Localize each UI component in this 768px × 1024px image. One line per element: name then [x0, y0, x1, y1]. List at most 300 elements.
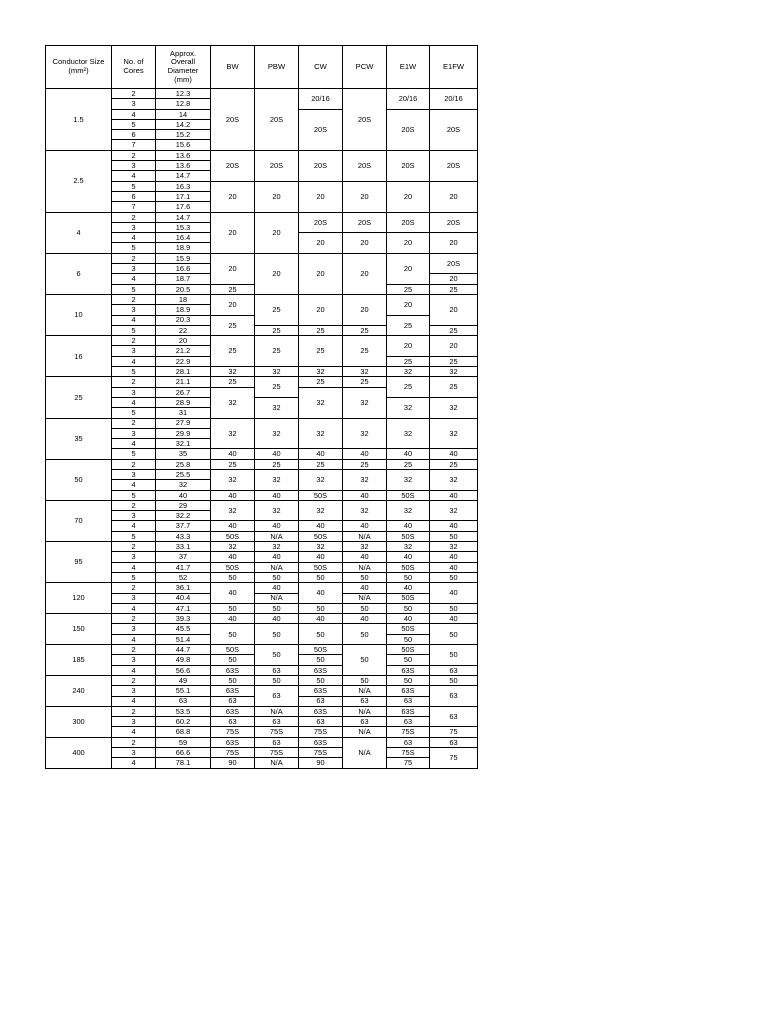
cores-cell: 2 [112, 542, 156, 552]
cores-cell: 3 [112, 593, 156, 603]
diameter-cell: 26.7 [156, 387, 211, 397]
pbw-gland-cell: N/A [255, 562, 299, 572]
cw-gland-cell: 50 [299, 675, 343, 685]
cw-gland-cell: 40 [299, 583, 343, 604]
e1w-gland-cell: 32 [387, 542, 430, 552]
e1w-gland-cell: 32 [387, 397, 430, 418]
bw-gland-cell: 40 [211, 614, 255, 624]
e1w-gland-cell: 50 [387, 655, 430, 665]
diameter-cell: 14 [156, 109, 211, 119]
e1w-gland-cell: 75 [387, 758, 430, 768]
cw-gland-cell: 63S [299, 737, 343, 747]
bw-gland-cell: 20 [211, 294, 255, 315]
diameter-cell: 16.4 [156, 233, 211, 243]
cores-cell: 3 [112, 511, 156, 521]
pcw-gland-cell: 40 [343, 552, 387, 562]
e1fw-gland-cell: 75 [430, 748, 478, 769]
e1fw-gland-cell: 63 [430, 706, 478, 727]
pbw-gland-cell: 75S [255, 727, 299, 737]
e1w-gland-cell: 50S [387, 624, 430, 634]
pcw-gland-cell: 40 [343, 583, 387, 593]
diameter-cell: 49.8 [156, 655, 211, 665]
diameter-cell: 78.1 [156, 758, 211, 768]
header-overall-diameter: Approx. Overall Diameter (mm) [156, 46, 211, 89]
e1w-gland-cell: 50S [387, 645, 430, 655]
e1w-gland-cell: 63S [387, 665, 430, 675]
table-row [46, 212, 478, 222]
bw-gland-cell: 25 [211, 284, 255, 294]
pbw-gland-cell: 50 [255, 572, 299, 582]
diameter-cell: 14.7 [156, 212, 211, 222]
cores-cell: 5 [112, 449, 156, 459]
pcw-gland-cell: 32 [343, 418, 387, 449]
e1fw-gland-cell: 25 [430, 459, 478, 469]
cw-gland-cell: 20 [299, 233, 343, 254]
conductor-size-cell: 25 [46, 377, 112, 418]
cores-cell: 3 [112, 264, 156, 274]
cores-cell: 2 [112, 89, 156, 99]
diameter-cell: 20.5 [156, 284, 211, 294]
diameter-cell: 22.9 [156, 356, 211, 366]
e1w-gland-cell: 50 [387, 675, 430, 685]
conductor-size-cell: 70 [46, 500, 112, 541]
pcw-gland-cell: 20S [343, 212, 387, 233]
cores-cell: 4 [112, 521, 156, 531]
conductor-size-cell: 16 [46, 336, 112, 377]
table-row [46, 253, 478, 263]
cores-cell: 2 [112, 737, 156, 747]
cores-cell: 3 [112, 717, 156, 727]
diameter-cell: 66.6 [156, 748, 211, 758]
e1fw-gland-cell: 25 [430, 356, 478, 366]
cores-cell: 5 [112, 325, 156, 335]
bw-gland-cell: 90 [211, 758, 255, 768]
cw-gland-cell: 32 [299, 469, 343, 490]
e1w-gland-cell: 20 [387, 233, 430, 254]
diameter-cell: 20.3 [156, 315, 211, 325]
table-row [46, 542, 478, 552]
cores-cell: 3 [112, 624, 156, 634]
pcw-gland-cell: 63 [343, 717, 387, 727]
e1w-gland-cell: 50 [387, 572, 430, 582]
cores-cell: 5 [112, 284, 156, 294]
cores-cell: 5 [112, 408, 156, 418]
bw-gland-cell: 40 [211, 521, 255, 531]
table-row [46, 89, 478, 99]
pbw-gland-cell: 20 [255, 181, 299, 212]
header-row [46, 46, 478, 89]
e1w-gland-cell: 63S [387, 706, 430, 716]
cores-cell: 2 [112, 253, 156, 263]
table-row [46, 645, 478, 655]
pbw-gland-cell: 50 [255, 675, 299, 685]
cw-gland-cell: 63 [299, 696, 343, 706]
e1fw-gland-cell: 63 [430, 665, 478, 675]
header-pcw: PCW [343, 46, 387, 89]
table-row [46, 614, 478, 624]
pcw-gland-cell: N/A [343, 531, 387, 541]
pcw-gland-cell: N/A [343, 593, 387, 603]
pcw-gland-cell: 50 [343, 572, 387, 582]
diameter-cell: 45.5 [156, 624, 211, 634]
cores-cell: 5 [112, 367, 156, 377]
diameter-cell: 51.4 [156, 634, 211, 644]
diameter-cell: 29 [156, 500, 211, 510]
conductor-size-cell: 6 [46, 253, 112, 294]
e1fw-gland-cell: 20 [430, 181, 478, 212]
bw-gland-cell: 50S [211, 531, 255, 541]
table-row [46, 377, 478, 387]
pcw-gland-cell: 40 [343, 521, 387, 531]
table-row [46, 418, 478, 428]
e1fw-gland-cell: 25 [430, 284, 478, 294]
pcw-gland-cell: 20 [343, 181, 387, 212]
diameter-cell: 12.3 [156, 89, 211, 99]
e1fw-gland-cell: 20 [430, 294, 478, 325]
pbw-gland-cell: 63 [255, 737, 299, 747]
pcw-gland-cell: 20S [343, 89, 387, 151]
diameter-cell: 22 [156, 325, 211, 335]
bw-gland-cell: 50 [211, 572, 255, 582]
cw-gland-cell: 40 [299, 552, 343, 562]
diameter-cell: 18 [156, 294, 211, 304]
e1w-gland-cell: 75S [387, 727, 430, 737]
pcw-gland-cell: 50 [343, 675, 387, 685]
pcw-gland-cell: 32 [343, 500, 387, 521]
table-row [46, 459, 478, 469]
diameter-cell: 39.3 [156, 614, 211, 624]
e1fw-gland-cell: 32 [430, 469, 478, 490]
conductor-size-cell: 185 [46, 645, 112, 676]
e1fw-gland-cell: 20S [430, 253, 478, 274]
cores-cell: 2 [112, 614, 156, 624]
cores-cell: 5 [112, 572, 156, 582]
table-row [46, 737, 478, 747]
pbw-gland-cell: 25 [255, 459, 299, 469]
pcw-gland-cell: 25 [343, 459, 387, 469]
e1w-gland-cell: 40 [387, 449, 430, 459]
diameter-cell: 44.7 [156, 645, 211, 655]
e1fw-gland-cell: 40 [430, 490, 478, 500]
diameter-cell: 32 [156, 480, 211, 490]
pcw-gland-cell: 25 [343, 377, 387, 387]
cores-cell: 3 [112, 686, 156, 696]
bw-gland-cell: 75S [211, 748, 255, 758]
diameter-cell: 18.9 [156, 243, 211, 253]
e1fw-gland-cell: 40 [430, 562, 478, 572]
cw-gland-cell: 50S [299, 490, 343, 500]
conductor-size-cell: 240 [46, 675, 112, 706]
conductor-size-cell: 1.5 [46, 89, 112, 151]
pcw-gland-cell: N/A [343, 686, 387, 696]
pbw-gland-cell: 25 [255, 336, 299, 367]
diameter-cell: 28.9 [156, 397, 211, 407]
e1w-gland-cell: 40 [387, 521, 430, 531]
diameter-cell: 13.6 [156, 150, 211, 160]
e1w-gland-cell: 50S [387, 490, 430, 500]
diameter-cell: 15.9 [156, 253, 211, 263]
e1w-gland-cell: 25 [387, 315, 430, 336]
pbw-gland-cell: 40 [255, 583, 299, 593]
pbw-gland-cell: 40 [255, 552, 299, 562]
cw-gland-cell: 20S [299, 109, 343, 150]
pcw-gland-cell: 32 [343, 387, 387, 418]
e1w-gland-cell: 32 [387, 418, 430, 449]
cores-cell: 2 [112, 500, 156, 510]
header-cw: CW [299, 46, 343, 89]
e1fw-gland-cell: 40 [430, 614, 478, 624]
header-e1fw: E1FW [430, 46, 478, 89]
bw-gland-cell: 32 [211, 542, 255, 552]
e1fw-gland-cell: 32 [430, 367, 478, 377]
cw-gland-cell: 25 [299, 377, 343, 387]
diameter-cell: 37 [156, 552, 211, 562]
bw-gland-cell: 25 [211, 336, 255, 367]
conductor-size-cell: 50 [46, 459, 112, 500]
e1fw-gland-cell: 20S [430, 212, 478, 233]
diameter-cell: 53.5 [156, 706, 211, 716]
cores-cell: 3 [112, 748, 156, 758]
bw-gland-cell: 20 [211, 253, 255, 284]
pbw-gland-cell: N/A [255, 593, 299, 603]
cores-cell: 4 [112, 233, 156, 243]
diameter-cell: 41.7 [156, 562, 211, 572]
table-row [46, 336, 478, 346]
header-no-of-cores: No. of Cores [112, 46, 156, 89]
conductor-size-cell: 2.5 [46, 150, 112, 212]
cw-gland-cell: 50S [299, 531, 343, 541]
e1w-gland-cell: 20S [387, 109, 430, 150]
pbw-gland-cell: 40 [255, 449, 299, 459]
e1fw-gland-cell: 25 [430, 377, 478, 398]
pbw-gland-cell: 63 [255, 717, 299, 727]
e1w-gland-cell: 32 [387, 367, 430, 377]
diameter-cell: 15.2 [156, 130, 211, 140]
cores-cell: 3 [112, 346, 156, 356]
cores-cell: 4 [112, 758, 156, 768]
diameter-cell: 16.3 [156, 181, 211, 191]
cw-gland-cell: 32 [299, 500, 343, 521]
bw-gland-cell: 50 [211, 655, 255, 665]
diameter-cell: 55.1 [156, 686, 211, 696]
header-conductor-size: Conductor Size (mm²) [46, 46, 112, 89]
cores-cell: 3 [112, 305, 156, 315]
e1fw-gland-cell: 32 [430, 397, 478, 418]
e1fw-gland-cell: 50 [430, 572, 478, 582]
bw-gland-cell: 32 [211, 469, 255, 490]
pcw-gland-cell: 40 [343, 614, 387, 624]
bw-gland-cell: 32 [211, 367, 255, 377]
e1w-gland-cell: 32 [387, 469, 430, 490]
pcw-gland-cell: 32 [343, 367, 387, 377]
bw-gland-cell: 25 [211, 459, 255, 469]
e1fw-gland-cell: 20 [430, 274, 478, 284]
cores-cell: 4 [112, 562, 156, 572]
diameter-cell: 27.9 [156, 418, 211, 428]
pcw-gland-cell: 63 [343, 696, 387, 706]
bw-gland-cell: 20 [211, 212, 255, 253]
diameter-cell: 25.8 [156, 459, 211, 469]
pbw-gland-cell: 20S [255, 89, 299, 151]
pbw-gland-cell: 50 [255, 645, 299, 666]
e1w-gland-cell: 20S [387, 150, 430, 181]
pbw-gland-cell: 32 [255, 418, 299, 449]
cw-gland-cell: 40 [299, 614, 343, 624]
pbw-gland-cell: 32 [255, 367, 299, 377]
diameter-cell: 20 [156, 336, 211, 346]
e1w-gland-cell: 63 [387, 717, 430, 727]
e1w-gland-cell: 25 [387, 377, 430, 398]
e1w-gland-cell: 50S [387, 562, 430, 572]
diameter-cell: 63 [156, 696, 211, 706]
diameter-cell: 25.5 [156, 469, 211, 479]
cores-cell: 2 [112, 583, 156, 593]
cw-gland-cell: 20 [299, 181, 343, 212]
diameter-cell: 59 [156, 737, 211, 747]
cw-gland-cell: 63S [299, 706, 343, 716]
pcw-gland-cell: 20 [343, 253, 387, 294]
pcw-gland-cell: 32 [343, 542, 387, 552]
pbw-gland-cell: 50 [255, 624, 299, 645]
cores-cell: 3 [112, 552, 156, 562]
cores-cell: 7 [112, 202, 156, 212]
e1w-gland-cell: 40 [387, 583, 430, 593]
e1fw-gland-cell: 75 [430, 727, 478, 737]
diameter-cell: 47.1 [156, 603, 211, 613]
diameter-cell: 12.8 [156, 99, 211, 109]
diameter-cell: 18.7 [156, 274, 211, 284]
table-row [46, 675, 478, 685]
bw-gland-cell: 50 [211, 624, 255, 645]
pcw-gland-cell: 40 [343, 449, 387, 459]
cores-cell: 3 [112, 655, 156, 665]
e1w-gland-cell: 50S [387, 593, 430, 603]
diameter-cell: 68.8 [156, 727, 211, 737]
conductor-size-cell: 150 [46, 614, 112, 645]
cores-cell: 2 [112, 336, 156, 346]
e1w-gland-cell: 20/16 [387, 89, 430, 110]
diameter-cell: 49 [156, 675, 211, 685]
e1w-gland-cell: 50 [387, 603, 430, 613]
e1fw-gland-cell: 63 [430, 686, 478, 707]
table-row [46, 294, 478, 304]
bw-gland-cell: 63 [211, 696, 255, 706]
pbw-gland-cell: 25 [255, 294, 299, 325]
table-row [46, 706, 478, 716]
pcw-gland-cell: N/A [343, 706, 387, 716]
e1w-gland-cell: 25 [387, 459, 430, 469]
e1w-gland-cell: 20 [387, 253, 430, 284]
pbw-gland-cell: 40 [255, 614, 299, 624]
cores-cell: 2 [112, 377, 156, 387]
diameter-cell: 35 [156, 449, 211, 459]
bw-gland-cell: 63 [211, 717, 255, 727]
e1w-gland-cell: 50S [387, 531, 430, 541]
pcw-gland-cell: 25 [343, 336, 387, 367]
cw-gland-cell: 20/16 [299, 89, 343, 110]
e1fw-gland-cell: 50 [430, 603, 478, 613]
e1w-gland-cell: 63 [387, 696, 430, 706]
header-e1w: E1W [387, 46, 430, 89]
e1fw-gland-cell: 20 [430, 233, 478, 254]
conductor-size-cell: 95 [46, 542, 112, 583]
cores-cell: 3 [112, 469, 156, 479]
cw-gland-cell: 75S [299, 727, 343, 737]
diameter-cell: 43.3 [156, 531, 211, 541]
e1fw-gland-cell: 40 [430, 552, 478, 562]
cores-cell: 3 [112, 387, 156, 397]
diameter-cell: 36.1 [156, 583, 211, 593]
bw-gland-cell: 40 [211, 552, 255, 562]
diameter-cell: 17.1 [156, 191, 211, 201]
pcw-gland-cell: 20 [343, 294, 387, 325]
header-pbw: PBW [255, 46, 299, 89]
cores-cell: 4 [112, 171, 156, 181]
e1w-gland-cell: 40 [387, 552, 430, 562]
pbw-gland-cell: 40 [255, 490, 299, 500]
cw-gland-cell: 32 [299, 387, 343, 418]
cores-cell: 2 [112, 675, 156, 685]
cores-cell: 6 [112, 191, 156, 201]
table-row [46, 500, 478, 510]
e1w-gland-cell: 40 [387, 614, 430, 624]
bw-gland-cell: 32 [211, 387, 255, 418]
conductor-size-cell: 300 [46, 706, 112, 737]
e1w-gland-cell: 63 [387, 737, 430, 747]
bw-gland-cell: 63S [211, 665, 255, 675]
bw-gland-cell: 40 [211, 449, 255, 459]
cores-cell: 4 [112, 727, 156, 737]
pbw-gland-cell: 32 [255, 469, 299, 490]
cores-cell: 3 [112, 99, 156, 109]
bw-gland-cell: 40 [211, 490, 255, 500]
cw-gland-cell: 90 [299, 758, 343, 768]
cores-cell: 7 [112, 140, 156, 150]
cw-gland-cell: 63S [299, 665, 343, 675]
cores-cell: 2 [112, 294, 156, 304]
pbw-gland-cell: 50 [255, 603, 299, 613]
conductor-size-cell: 10 [46, 294, 112, 335]
pcw-gland-cell: 50 [343, 624, 387, 645]
diameter-cell: 15.3 [156, 222, 211, 232]
table-body [46, 89, 478, 769]
cw-gland-cell: 25 [299, 336, 343, 367]
cores-cell: 4 [112, 315, 156, 325]
diameter-cell: 33.1 [156, 542, 211, 552]
cw-gland-cell: 50 [299, 624, 343, 645]
cores-cell: 2 [112, 706, 156, 716]
cores-cell: 2 [112, 645, 156, 655]
cw-gland-cell: 20 [299, 253, 343, 294]
e1fw-gland-cell: 20S [430, 109, 478, 150]
pcw-gland-cell: N/A [343, 737, 387, 768]
e1w-gland-cell: 25 [387, 284, 430, 294]
e1w-gland-cell: 20S [387, 212, 430, 233]
cores-cell: 2 [112, 459, 156, 469]
pcw-gland-cell: N/A [343, 727, 387, 737]
cores-cell: 4 [112, 274, 156, 284]
diameter-cell: 52 [156, 572, 211, 582]
bw-gland-cell: 40 [211, 583, 255, 604]
bw-gland-cell: 32 [211, 418, 255, 449]
bw-gland-cell: 25 [211, 315, 255, 336]
e1w-gland-cell: 50 [387, 634, 430, 644]
pcw-gland-cell: 50 [343, 645, 387, 676]
pbw-gland-cell: N/A [255, 706, 299, 716]
cores-cell: 5 [112, 181, 156, 191]
bw-gland-cell: 63S [211, 737, 255, 747]
cw-gland-cell: 75S [299, 748, 343, 758]
